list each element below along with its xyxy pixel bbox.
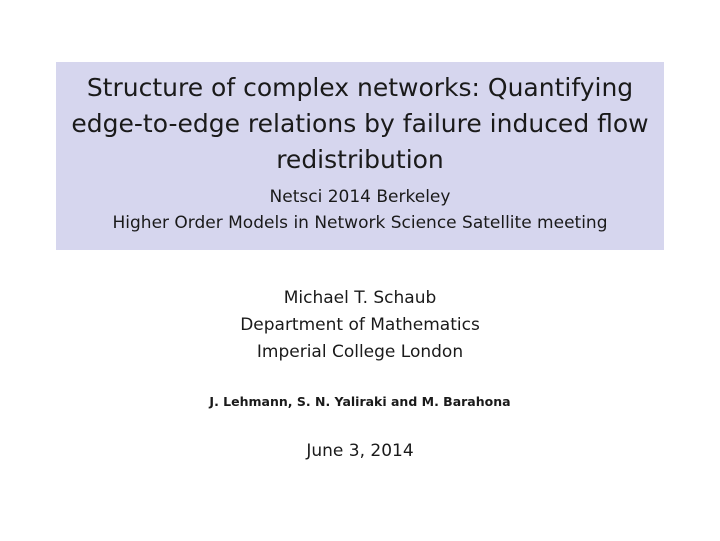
satellite-meeting: Higher Order Models in Network Science Satellite meeting [112, 213, 608, 233]
conference-name: Netsci 2014 Berkeley [269, 187, 451, 207]
event-info [56, 184, 664, 236]
title-box [56, 62, 664, 250]
coauthors: J. Lehmann, S. N. Yaliraki and M. Barahona [209, 394, 511, 409]
presentation-date: June 3, 2014 [306, 441, 414, 461]
slide-title: Structure of complex networks: Quantifying edge-to-edge relations by failure induced flow redistribution [71, 73, 649, 174]
author-block [0, 285, 720, 366]
author-department: Department of Mathematics [240, 315, 480, 335]
author-institution: Imperial College London [256, 342, 464, 362]
author-name: Michael T. Schaub [283, 288, 437, 308]
